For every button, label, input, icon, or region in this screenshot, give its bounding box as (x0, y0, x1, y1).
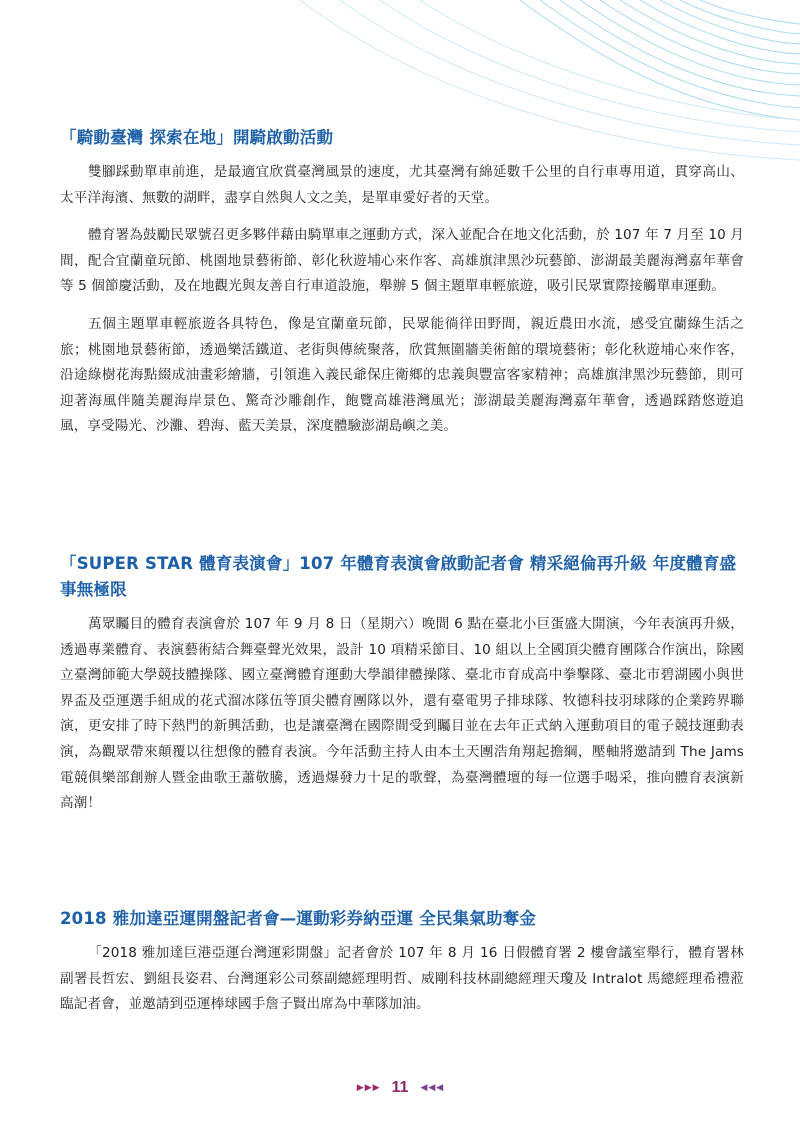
left-arrows-icon: ◀ ◀ ◀ (420, 1083, 444, 1093)
section-heading: 2018 雅加達亞運開盤記者會—運動彩券納亞運 全民集氣助奪金 (60, 909, 537, 928)
paragraph: 雙腳踩動單車前進，是最適宜欣賞臺灣風景的速度，尤其臺灣有綿延數千公里的自行車專用道，貫穿高山、太平洋海濱、無數的湖畔，盡享自然與人文之美，是單車愛好者的天堂。 (60, 164, 744, 206)
paragraph: 「2018 雅加達巨港亞運台灣運彩開盤」記者會於 107 年 8 月 16 日假體育署 2 樓會議室舉行，體育署林副署長哲宏、劉組長姿君、台灣運彩公司蔡副總經理明哲、威剛科技林副總經理天瓊及 Intralot 馬總經理希禮蒞臨記者會，並邀請到亞運棒球國手詹子賢出席為中華隊加油。 (60, 945, 744, 1013)
section-heading: 「SUPER STAR 體育表演會」107 年體育表演會啟動記者會 精采絕倫再升級 年度體育盛事無極限 (60, 554, 737, 599)
page-number: 11 (391, 1079, 409, 1096)
section-cycling-event (60, 125, 744, 440)
section-super-star-show (60, 551, 744, 817)
page-footer (0, 1078, 800, 1098)
paragraph: 體育署為鼓勵民眾號召更多夥伴藉由騎單車之運動方式，深入並配合在地文化活動，於 107 年 7 月至 10 月間，配合宜蘭童玩節、桃園地景藝術節、彰化秋遊埔心來作客、高雄旗津黑沙玩藝節、澎湖最美麗海灣嘉年華會等 5 個節慶活動，及在地觀光與友善自行車道設施，舉辦 5 個主題單車輕旅遊，吸引民眾實際接觸單車運動。 (60, 227, 744, 295)
section-heading: 「騎動臺灣 探索在地」開騎啟動活動 (60, 128, 334, 147)
right-arrows-icon: ▶ ▶ ▶ (356, 1083, 380, 1093)
section-asian-games-lottery (60, 906, 744, 1018)
paragraph: 五個主題單車輕旅遊各具特色，像是宜蘭童玩節，民眾能徜徉田野間，親近農田水流，感受宜蘭綠生活之旅；桃園地景藝術節，透過樂活鐵道、老街與傳統聚落，欣賞無圍牆美術館的環境藝術；彰化秋遊埔心來作客，沿途綠樹花海點綴成油畫彩繪牆，引領進入義民爺保庄衛鄉的忠義與豐富客家精神；高雄旗津黑沙玩藝節，則可迎著海風伴隨美麗海岸景色、驚奇沙雕創作，飽覽高雄港灣風光；澎湖最美麗海灣嘉年華會，透過踩踏悠遊追風，享受陽光、沙灘、碧海、藍天美景，深度體驗澎湖島嶼之美。 (60, 315, 744, 435)
paragraph: 萬眾矚目的體育表演會於 107 年 9 月 8 日（星期六）晚間 6 點在臺北小巨蛋盛大開演，今年表演再升級，透過專業體育、表演藝術結合舞臺聲光效果，設計 10 項精采節目、10 組以上全國頂尖體育團隊合作演出，除國立臺灣師範大學競技體操隊、國立臺灣體育運動大學韻律體操隊、臺北市育成高中拳擊隊、臺北市碧湖國小與世界盃及亞運選手組成的花式溜冰隊伍等頂尖體育團隊以外，還有臺電男子排球隊、牧德科技羽球隊的企業跨界聯演，更安排了時下熱門的新興活動，也是讓臺灣在國際間受到矚目並在去年正式納入運動項目的電子競技運動表演，為觀眾帶來顛覆以往想像的體育表演。今年活動主持人由本土天團浩角翔起擔綱，壓軸將邀請到 The Jams 電競俱樂部創辦人暨金曲歌王蕭敬騰，透過爆發力十足的歌聲，為臺灣體壇的每一位選手喝采，推向體育表演新高潮！ (60, 616, 744, 812)
